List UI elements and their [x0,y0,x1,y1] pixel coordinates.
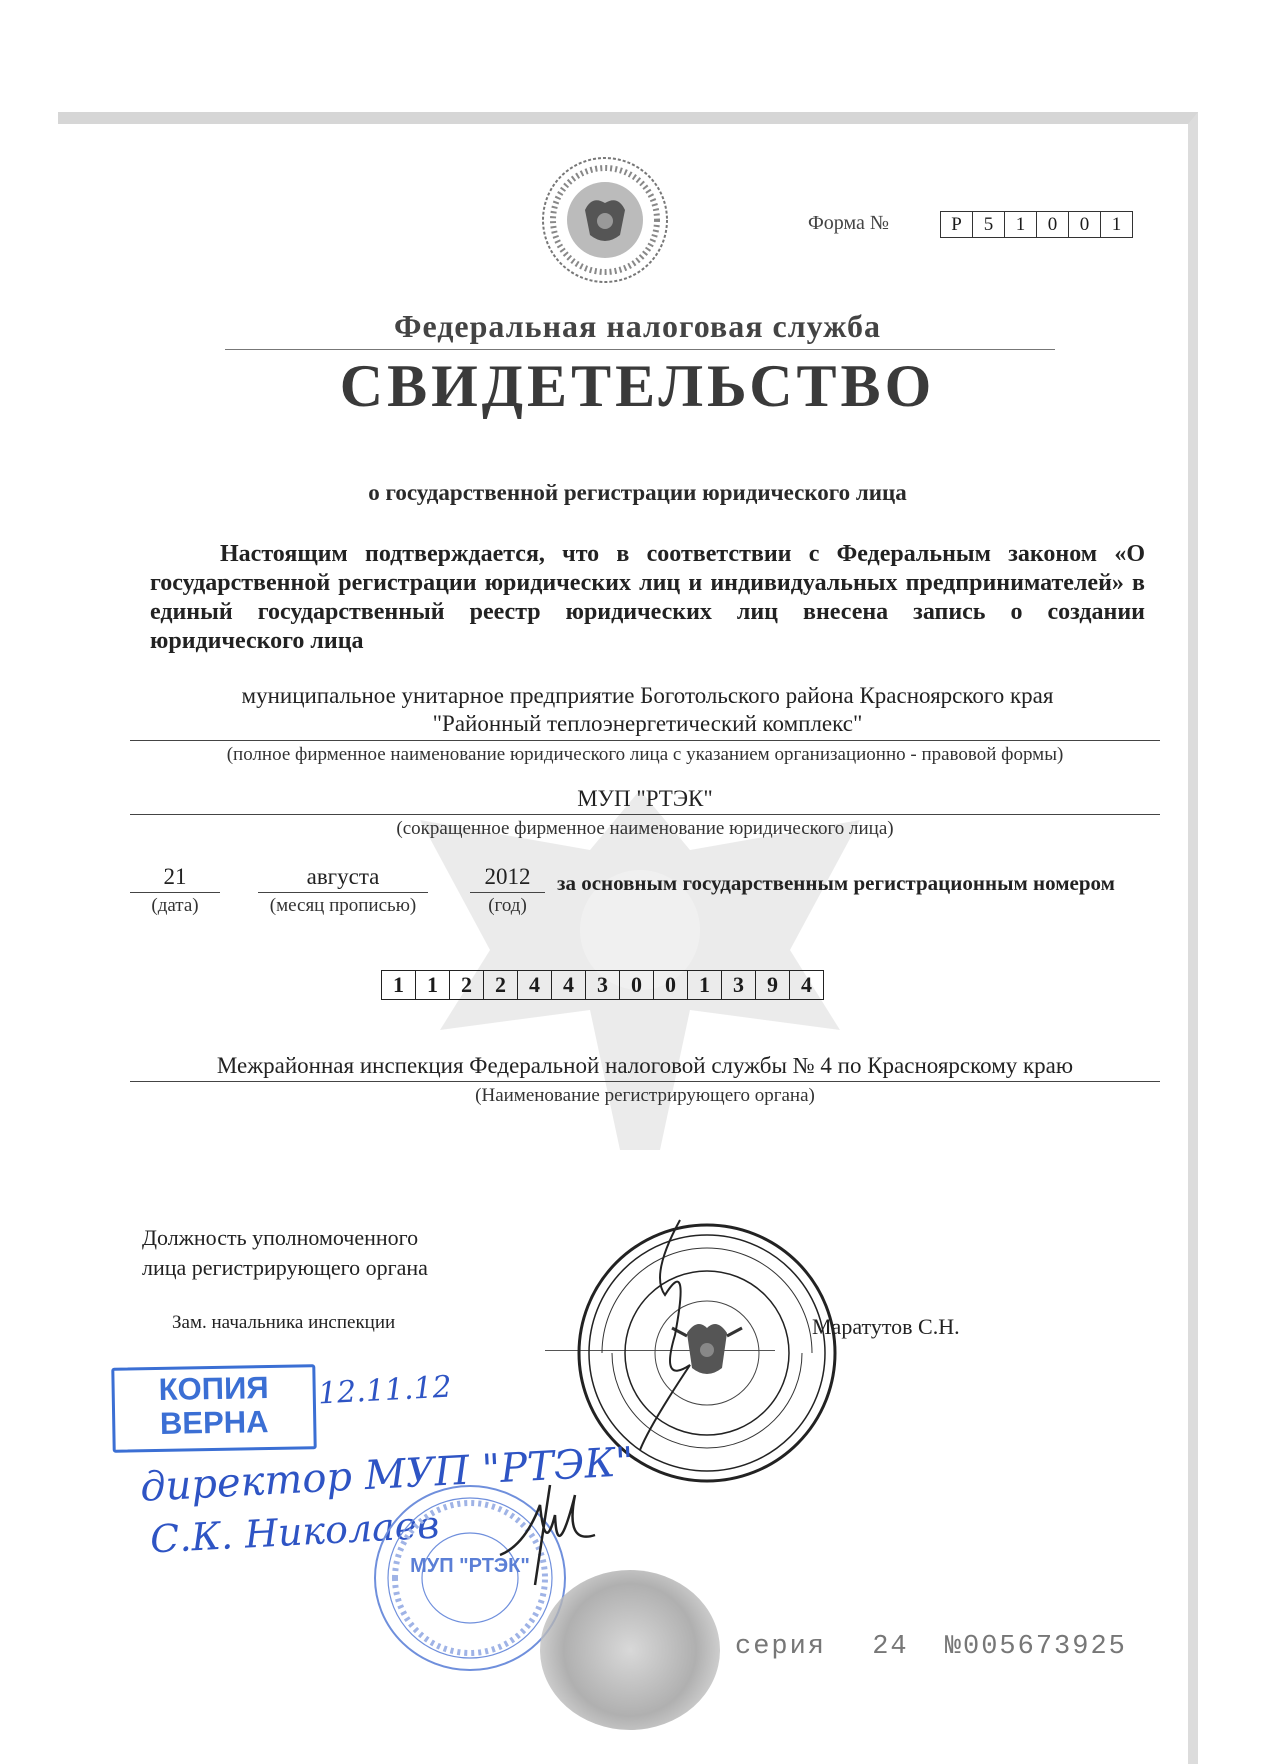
form-label: Форма № [808,212,889,234]
series-code: 24 [872,1632,909,1662]
signatory-name: Маратутов С.Н. [812,1314,960,1339]
ogrn-digit: 1 [382,971,416,999]
authority-title: Федеральная налоговая служба [393,308,882,344]
registration-year: 2012 [484,864,531,889]
position-label-line1: Должность уполномоченного [142,1225,419,1250]
day-underline [130,892,220,893]
certification-date: 12.11.12 [317,1369,453,1412]
hologram-icon [540,1570,720,1730]
ogrn-digit: 4 [801,972,812,997]
ogrn-digit: 1 [416,971,450,999]
ogrn-digit: 0 [620,971,654,999]
certifier-signature-icon [495,1475,605,1590]
form-code-char: 0 [1037,212,1069,237]
month-underline [258,892,428,893]
organization-stamp-text: МУП "РТЭК" [410,1555,530,1577]
registrar-name: Межрайонная инспекция Федеральной налоговой службы № 4 по Красноярскому краю [216,1053,1074,1078]
short-name-underline [130,814,1160,815]
registrar-caption: (Наименование регистрирующего органа) [475,1085,815,1106]
state-emblem-icon [540,155,670,285]
position-label-line2: лица регистрирующего органа [142,1255,428,1280]
form-code [940,211,1133,238]
registration-day: 21 [163,864,187,889]
day-caption: (дата) [151,895,199,916]
entity-full-name-line1: муниципальное унитарное предприятие Боготольского района Красноярского края [241,683,1054,708]
form-code-char: 0 [1069,212,1101,237]
registration-month: августа [306,864,380,889]
full-name-underline [130,740,1160,741]
blank-series [735,1632,1127,1662]
form-code-char: 5 [973,212,1005,237]
ogrn-number [381,970,824,1000]
copy-stamp-line1: КОПИЯ [158,1370,269,1407]
ogrn-digit: 0 [654,971,688,999]
full-name-caption: (полное фирменное наименование юридического лица с указанием организационно - правовой формы) [226,744,1064,765]
ogrn-digit: 2 [484,971,518,999]
entity-short-name: МУП "РТЭК" [577,786,713,811]
copy-verified-stamp [111,1364,316,1453]
title-divider [225,349,1055,350]
statement-paragraph: Настоящим подтверждается, что в соответствии с Федеральным законом «О государственной регистрации юридических лиц и индивидуальных предпринимателей» в единый государственный реестр юридических лиц внесена запись о создании юридического лица [150,541,1145,654]
form-code-char: Р [941,212,973,237]
certifier-name: С.К. Николаев [149,1502,441,1562]
ogrn-label: за основным государственным регистрационным номером [557,871,1115,895]
copy-stamp-line2: ВЕРНА [159,1404,269,1441]
entity-full-name-line2: "Районный теплоэнергетический комплекс" [432,711,863,736]
ogrn-digit: 4 [518,971,552,999]
ogrn-digit: 4 [552,971,586,999]
signatory-position: Зам. начальника инспекции [172,1312,396,1333]
blank-number: №005673925 [944,1632,1127,1662]
ogrn-digit: 9 [756,971,790,999]
ogrn-digit: 3 [586,971,620,999]
registrar-underline [130,1081,1160,1082]
short-name-caption: (сокращенное фирменное наименование юридического лица) [396,818,894,839]
signature-stroke-icon [620,1215,710,1455]
form-code-char: 1 [1111,213,1122,235]
form-code-char: 1 [1005,212,1037,237]
certifier-title: директор МУП "РТЭК" [139,1439,635,1511]
series-label: серия [735,1632,827,1662]
year-caption: (год) [488,895,527,916]
certificate-title: СВИДЕТЕЛЬСТВО [339,353,936,419]
ogrn-digit: 3 [722,971,756,999]
ogrn-digit: 1 [688,971,722,999]
year-underline [470,892,545,893]
ogrn-digit: 2 [450,971,484,999]
month-caption: (месяц прописью) [269,895,417,916]
certificate-subtitle: о государственной регистрации юридического лица [368,480,907,505]
